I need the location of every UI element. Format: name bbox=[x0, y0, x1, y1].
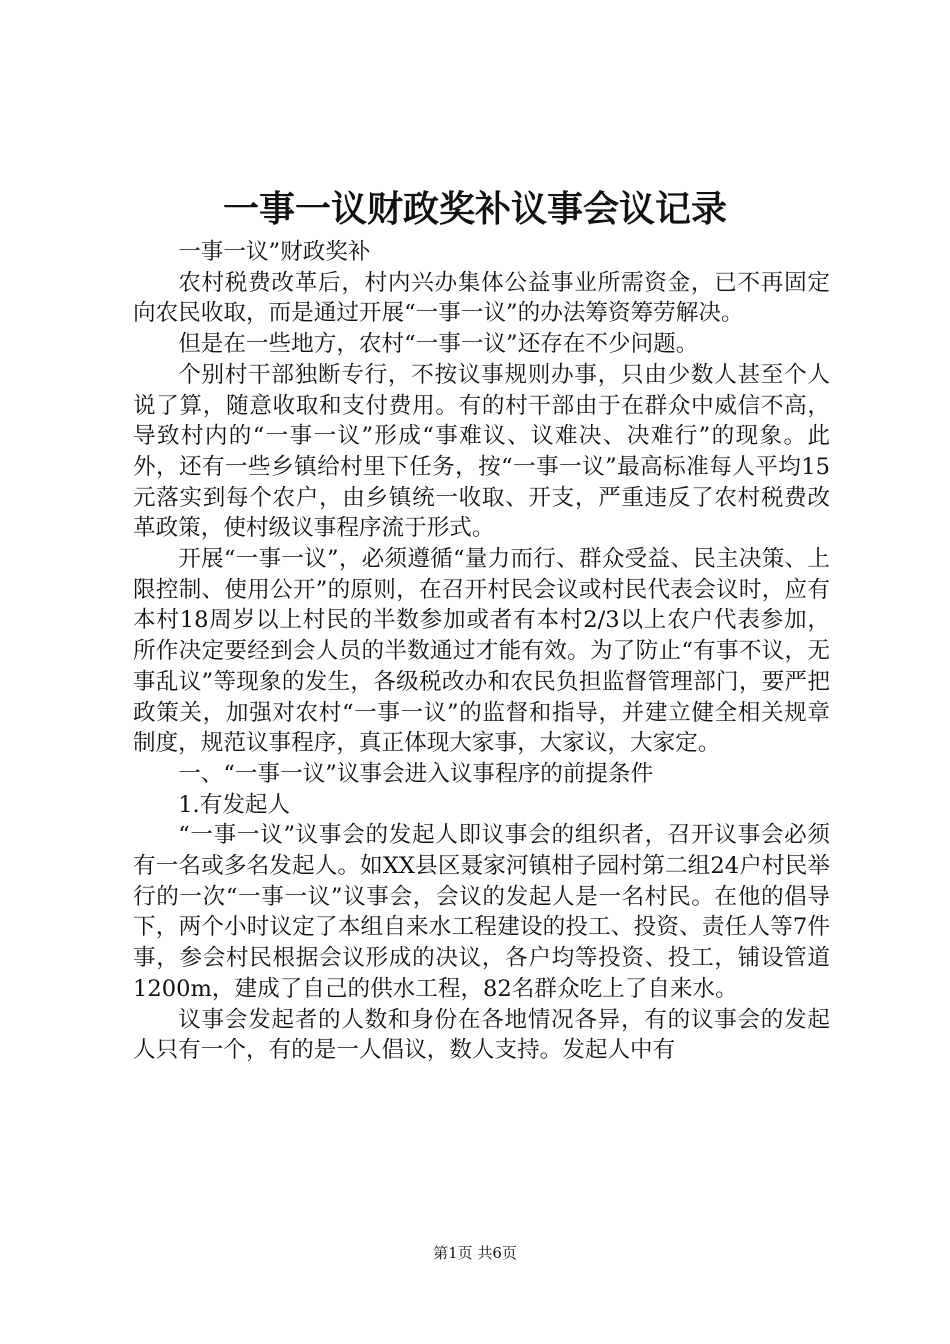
paragraph: 议事会发起者的人数和身份在各地情况各异，有的议事会的发起人只有一个，有的是一人倡议，数人支持。发起人中有 bbox=[133, 1006, 830, 1064]
section-heading: 一、“一事一议”议事会进入议事程序的前提条件 bbox=[178, 760, 654, 787]
paragraph: 一事一议”财政奖补 bbox=[178, 239, 371, 265]
paragraph: 但是在一些地方，农村“一事一议”还存在不少问题。 bbox=[178, 331, 699, 358]
paragraph: “一事一议”议事会的发起人即议事会的组织者，召开议事会必须有一名或多名发起人。如XX县区聂家河镇柑子园村第二组24户村民举行的一次“一事一议”议事会，会议的发起人是一名村民。在他的倡导下，两个小时议定了本组自来水工程建设的投工、投资、责任人等7件事，参会村民根据会议形成的决议，各户均等投资、投工，铺设管道1200m，建成了自己的供水工程，82名群众吃上了自来水。 bbox=[133, 822, 830, 1002]
paragraph: 开展“一事一议”，必须遵循“量力而行、群众受益、民主决策、上限控制、使用公开”的原则，在召开村民会议或村民代表会议时，应有本村18周岁以上村民的半数参加或者有本村2/3以上农户代表参加，所作决定要经到会人员的半数通过才能有效。为了防止“有事不议，无事乱议”等现象的发生，各级税改办和农民负担监督管理部门，要严把政策关，加强对农村“一事一议”的监督和指导，并建立健全相关规章制度，规范议事程序，真正体现大家事，大家议，大家定。 bbox=[133, 546, 830, 757]
page-number-footer: 第1页 共6页 bbox=[433, 1244, 517, 1262]
document-title: 一事一议财政奖补议事会议记录 bbox=[222, 188, 727, 230]
paragraph: 农村税费改革后，村内兴办集体公益事业所需资金，已不再固定向农民收取，而是通过开展“一事一议”的办法筹资筹劳解决。 bbox=[133, 269, 830, 327]
subsection-heading: 1.有发起人 bbox=[178, 791, 291, 818]
document-body bbox=[133, 237, 830, 1066]
paragraph: 个别村干部独断专行，不按议事规则办事，只由少数人甚至个人说了算，随意收取和支付费用。有的村干部由于在群众中威信不高，导致村内的“一事一议”形成“事难议、议难决、决难行”的现象。此外，还有一些乡镇给村里下任务，按“一事一议”最高标准每人平均15元落实到每个农户，由乡镇统一收取、开支，严重违反了农村税费改革政策，使村级议事程序流于形式。 bbox=[133, 361, 830, 542]
